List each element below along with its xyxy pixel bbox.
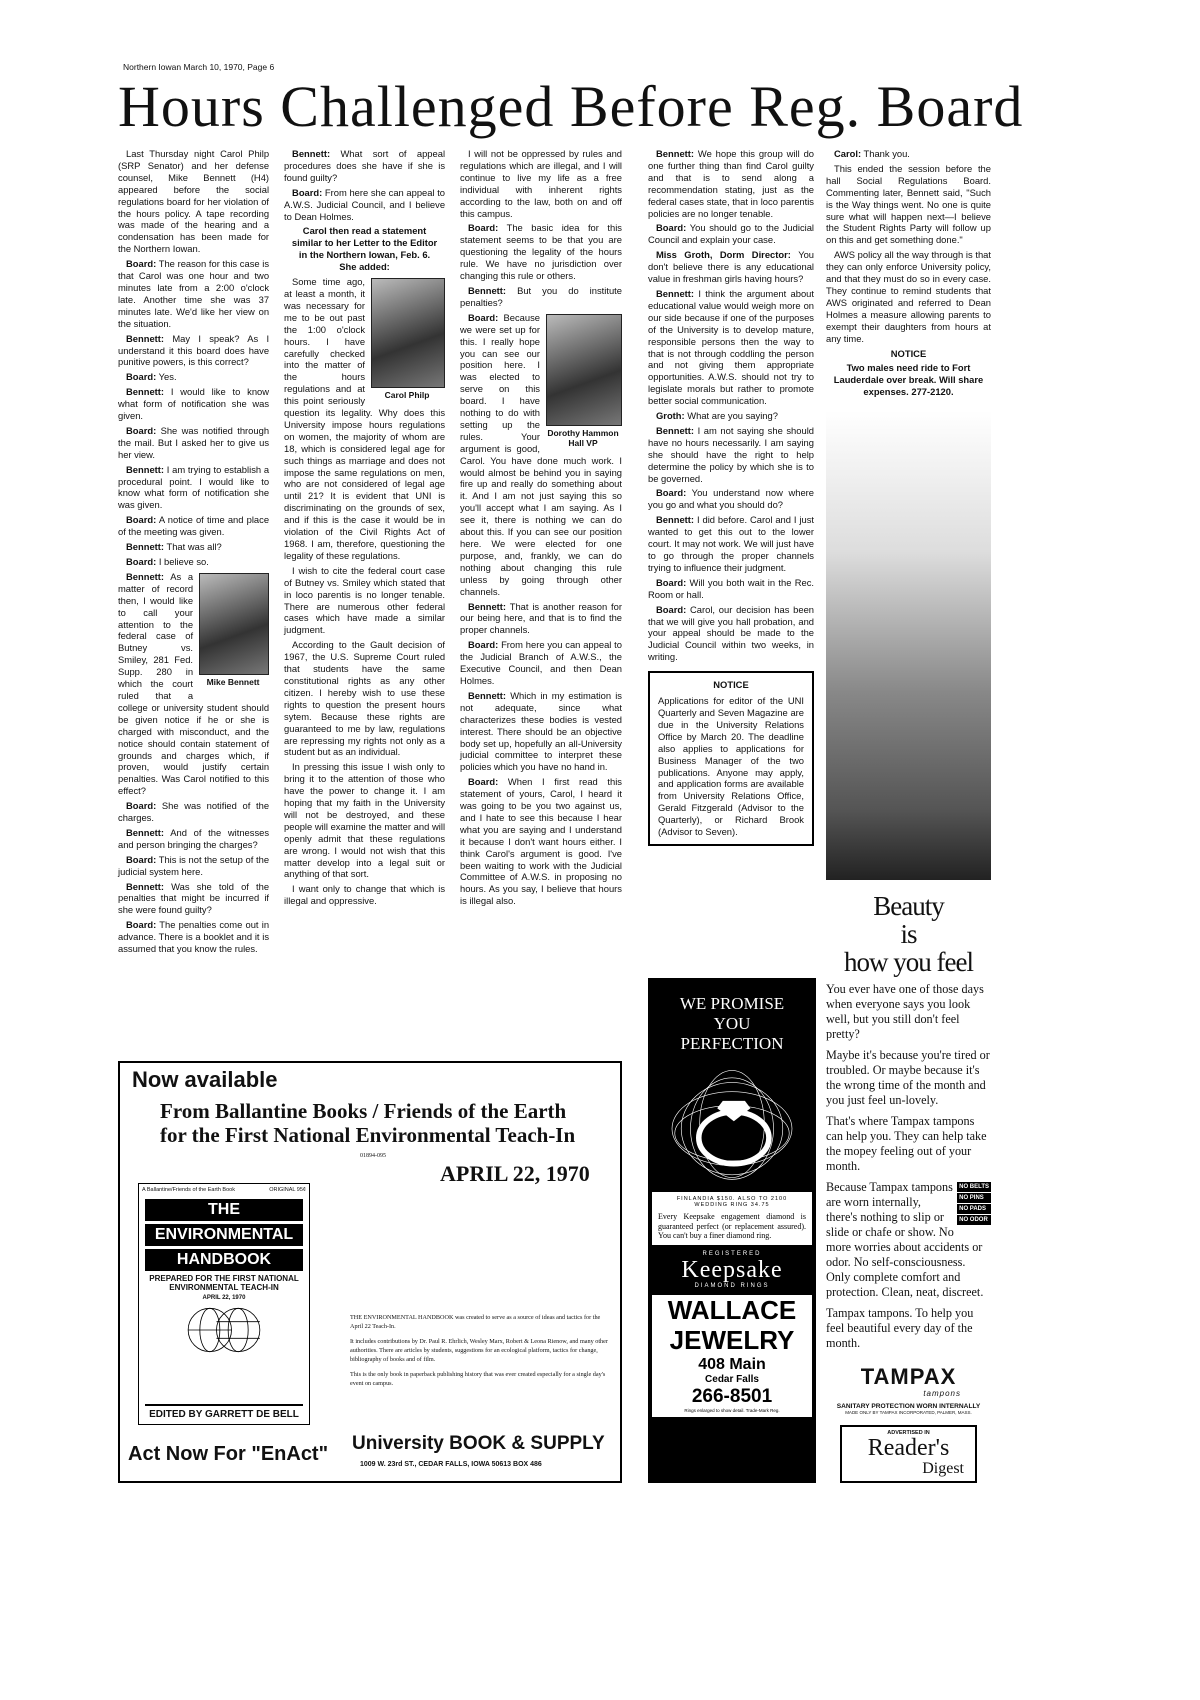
paragraph-text: The reason for this case is that Carol was one hour and two minutes late from a 2:00 o'clock late. Another time she was 37 minutes late. We'd like her view on the situation. xyxy=(118,258,270,329)
article-paragraph xyxy=(118,371,269,383)
book-code: 01894-095 xyxy=(360,1153,386,1159)
article-paragraph xyxy=(648,222,814,246)
paragraph-text: This ended the session before the hall Social Regulations Board. Commenting later, Bennett said, "Such is the Way things went. No one is quite sure what will happen next—I believe the Student Rights Party will follow up on this and get something done." xyxy=(826,162,991,246)
logo-text: TAMPAX xyxy=(860,1364,957,1389)
speaker: Bennett: xyxy=(656,424,695,436)
article-paragraph: Carol then read a statement similar to her Letter to the Editor in the Northern Iowan, Feb. 6. She added: xyxy=(291,225,438,273)
paragraph-text: When I first read this statement of yours, Carol, I heard it was going to be you two against us, and I hate to see this because I hear what you are saying and I understand it because I don't want hours either. I think Carol's argument is good. I've been waiting to work with the Judicial Committee of A.W.S. in proposing no hours. As you say, I believe that hours is illegal also. xyxy=(460,776,622,907)
article-columns xyxy=(118,148,622,958)
article-paragraph xyxy=(284,187,445,223)
notice-title: NOTICE xyxy=(713,679,749,691)
article-paragraph xyxy=(118,919,269,955)
paragraph-text: What sort of appeal procedures does she have if she is found guilty? xyxy=(284,148,446,183)
ad-closing: Tampax tampons. To help you feel beautiful every day of the month. xyxy=(826,1306,974,1350)
advertised-in: ADVERTISED IN xyxy=(887,1430,930,1436)
notice-box xyxy=(648,671,814,846)
wallace-jewelry-block xyxy=(652,1295,812,1417)
ad-now-available: Now available xyxy=(132,1067,278,1092)
article-column-4 xyxy=(648,148,814,846)
paragraph-text: And of the witnesses and person bringing the charges? xyxy=(118,826,270,850)
article-paragraph xyxy=(118,514,269,538)
paragraph-text: I am trying to establish a procedural point. I would like to know what form of notification she was given. xyxy=(118,463,270,511)
desc-paragraph: THE ENVIRONMENTAL HANDBOOK was created to serve as a source of ideas and tactics for the April 22 Teach-In. xyxy=(350,1314,601,1330)
ad-paragraph: You ever have one of those days when everyone says you look well, but you still don't feel pretty? xyxy=(826,982,984,1041)
portrait-image xyxy=(199,573,269,675)
article-paragraph xyxy=(648,577,814,601)
photo-caption: Carol Philp xyxy=(384,390,430,401)
speaker: Bennett: xyxy=(126,386,165,398)
article-paragraph xyxy=(284,761,445,880)
paragraph-text: From here you can appeal to the Judicial Branch of A.W.S., the Executive Council, and then Dean Holmes. xyxy=(460,639,622,686)
paragraph-text: Thank you. xyxy=(863,148,910,159)
paragraph-text: As a matter of record then, I would like to call your attention to the federal case of Butney vs. Smiley, 281 Fed. Supp. 280 in which the court ruled that a college or university student should be given notice if he or she is charged with misconduct, and the notice should contain statement of grounds and charges which, if proven, would justify certain penalties. Was Carol notified to this effect? xyxy=(118,570,270,797)
paragraph-text: Last Thursday night Carol Philp (SRP Senator) and her defense counsel, Mike Bennett (H4) appeared before the social regulations board for her violation of the hours policy. A tape recording was made of the hearing and a condensation has been made for the Northern Iowan. xyxy=(118,148,270,255)
speaker: Bennett: xyxy=(126,332,165,344)
article-paragraph xyxy=(648,249,814,285)
article-paragraph xyxy=(118,800,269,824)
cover-subtitle: PREPARED FOR THE FIRST NATIONAL ENVIRONMENTAL TEACH-IN xyxy=(149,1274,299,1292)
article-paragraph xyxy=(284,148,445,184)
article-paragraph: Two males need ride to Fort Lauderdale over break. Will share expenses. 277-2120. xyxy=(833,362,984,398)
speaker: Bennett: xyxy=(292,148,331,159)
paragraph-text: She was notified of the charges. xyxy=(118,800,270,824)
column-4-area xyxy=(648,148,816,1483)
paragraph-text: Carol, our decision has been that we will give you hall probation, and your appeal should be made to the Judicial Council within two weeks, in writing. xyxy=(648,603,815,663)
photo-caption: Dorothy Hammon Hall VP xyxy=(547,427,619,448)
article-paragraph xyxy=(460,776,622,907)
ad-paragraph: Maybe it's because you're tired or troubled. Or maybe because it's the wrong time of the month and you just feel un-lovely. xyxy=(826,1048,990,1107)
speaker: Board: xyxy=(468,311,499,323)
badge: NO ODOR xyxy=(957,1215,991,1225)
article-paragraph xyxy=(648,487,814,511)
paragraph-text: That was all? xyxy=(166,541,222,553)
page-headline: Hours Challenged Before Reg. Board xyxy=(118,74,1024,139)
article-paragraph xyxy=(284,565,445,636)
speaker: Board: xyxy=(292,186,323,198)
tagline: SANITARY PROTECTION WORN INTERNALLY xyxy=(836,1403,981,1410)
badges xyxy=(957,1182,991,1226)
paragraph-text: I did before. Carol and I just wanted to get this out to the lower court. It may not work. We will just have to go through the proper channels trying to influence their judgment. xyxy=(648,514,814,573)
paragraph-text: That is another reason for our being here, and that is to find the proper channels. xyxy=(460,600,622,636)
paragraph-text: The penalties come out in advance. There is a booklet and it is assumed that you know the rules. xyxy=(118,919,270,955)
cover-title-2: ENVIRONMENTAL xyxy=(145,1224,303,1246)
article-paragraph xyxy=(826,249,991,344)
badge: NO PINS xyxy=(957,1193,991,1203)
photo xyxy=(371,278,445,400)
logo-sub: tampons xyxy=(923,1389,961,1398)
ad-from-line-2: for the First National Environmental Teach-In xyxy=(160,1123,576,1147)
speaker: Bennett: xyxy=(126,541,165,553)
keepsake-copy xyxy=(652,1192,812,1245)
keepsake-body: Every Keepsake engagement diamond is guaranteed perfect (or replacement assured). You can't buy a finer diamond ring. xyxy=(658,1212,806,1240)
paragraph-text: May I speak? As I understand it this board does have punitive powers, is this correct? xyxy=(118,332,270,368)
diamond-ring-icon xyxy=(662,1064,802,1184)
environmental-handbook-ad xyxy=(118,1061,622,1483)
paragraph-text: Was she told of the penalties that might be incurred if she were found guilty? xyxy=(118,880,270,916)
cover-title-1: THE xyxy=(145,1199,303,1221)
price-line: WEDDING RING 34.75 xyxy=(694,1202,770,1208)
store-city: Cedar Falls xyxy=(705,1373,759,1385)
paragraph-text: Because we were set up for this. I really hope you can see our position here. I was elected to serve on this board. I have nothing to do with setting up the rules. Your argument is good, Carol. You have done much work. I would almost be behind you in saying fire up and really do something about it. And I am not just saying this so you'll accept what I am saying. As I see it, there is nothing we can do about this. If you can see our position here. We were elected for one purpose, and, frankly, we can do nothing about changing this rule unless by going through other channels. xyxy=(460,311,622,597)
globe-circles-icon xyxy=(179,1305,269,1355)
article-paragraph xyxy=(460,148,622,219)
speaker: Board: xyxy=(126,853,157,865)
speaker: Board: xyxy=(126,919,157,931)
article-paragraph xyxy=(118,258,269,329)
article-paragraph xyxy=(826,148,991,160)
article-paragraph xyxy=(460,690,622,773)
article-paragraph xyxy=(460,285,622,309)
paragraph-text: You should go to the Judicial Council and explain your case. xyxy=(648,222,815,246)
cover-price: ORIGINAL 95¢ xyxy=(269,1187,306,1193)
woman-photo xyxy=(826,411,991,880)
paragraph-text: Some time ago, at least a month, it was necessary for me to be out past the 1:00 o'clock hours. I have carefully checked into the matter of the hours regulations and at this point seriously question its legality. Why does this University impose hours regulations on women, the majority of whom are 18, which is considered legal age for such things as marriage and does not impose the same regulations on men, who are not considered of legal age until 21? It is evident that UNI is discriminating on the grounds of sex, and if this is the case it would be in violation of the Civil Rights Act of 1968. I am, therefore, questioning the legality of these regulations. xyxy=(284,276,446,561)
headline-line: WE PROMISE xyxy=(679,994,785,1013)
article-paragraph xyxy=(460,222,622,282)
desc-paragraph: This is the only book in paperback publishing history that was ever created especially for a single day's event on campus. xyxy=(350,1371,606,1387)
ad-paragraph-with-badges xyxy=(826,1180,991,1300)
paragraph-text: I want only to change that which is illegal and oppressive. xyxy=(284,883,446,907)
headline-line: YOU xyxy=(713,1014,751,1033)
headline-line: PERFECTION xyxy=(680,1034,784,1053)
ad-paragraph-text: Because Tampax tampons are worn internally, there's nothing to slip or slide or chafe or show. No more worries about accidents or odor. No self-consciousness. Only complete comfort and protection. Clean, neat, discreet. xyxy=(826,1180,984,1299)
article-paragraph xyxy=(648,514,814,574)
paragraph-text: AWS policy all the way through is that they can only enforce University policy, and that they must do so in every case. They continue to remind students that AWS originated and referred to Dean Holmes a measure allowing parents to exempt their daughters from hours at any time. xyxy=(826,249,991,344)
headline-line: is xyxy=(900,919,917,949)
teach-in-date: APRIL 22, 1970 xyxy=(440,1161,590,1186)
article-paragraph xyxy=(118,464,269,512)
magazine-name-2: Digest xyxy=(922,1460,964,1477)
speaker: Board: xyxy=(126,258,157,270)
photo xyxy=(199,573,269,687)
speaker: Miss Groth, Dorm Director: xyxy=(656,249,791,261)
magazine-name: Reader's xyxy=(867,1435,950,1461)
paragraph-text: According to the Gault decision of 1967, the U.S. Supreme Court ruled that students have the same constitutional rights as any other citizen. I hereby wish to use these rights to question the present hours sytem. Because these rights are guaranteed to me by law, regulations are repressing my rights not only as a student but as an individual. xyxy=(284,639,446,758)
paragraph-text: I am not saying she should have no hours necessarily. I am saying she should have the right to help determine the policy by which she is to be governed. xyxy=(648,424,814,484)
article-paragraph: NOTICE xyxy=(890,347,927,359)
column-5-area xyxy=(826,148,991,1483)
article-paragraph xyxy=(648,148,814,219)
speaker: Board: xyxy=(126,424,157,436)
article-paragraph xyxy=(118,148,269,255)
ad-publisher-line xyxy=(160,1099,575,1147)
book-cover xyxy=(138,1183,310,1425)
store-address: 1009 W. 23rd ST., CEDAR FALLS, IOWA 50613 BOX 486 xyxy=(360,1461,542,1468)
paragraph-text: What are you saying? xyxy=(687,410,778,422)
paragraph-text: In pressing this issue I wish only to bring it to the attention of those who have the power to change it. I am hoping that my faith in the University will not be destroyed, and these people will examine the matter and will openly admit that these regulations are wrong. I would not wish that this matter develop into a legal suit or anything of that sort. xyxy=(284,761,446,880)
keepsake-logo: Keepsake xyxy=(681,1256,783,1283)
paragraph-text: I think the argument about educational value would weigh more on our side because if one of the purposes of the University is to develop mature, responsible persons then the way to that is not through coddling the person and not giving them appropriate opportunities. A.W.S. should not try to legislate morals but rather to promote better social communication. xyxy=(648,287,814,407)
speaker: Bennett: xyxy=(126,463,165,475)
store-name: WALLACE xyxy=(667,1294,797,1325)
fine-print: Rings enlarged to show detail. Trade-Mark Reg. xyxy=(684,1407,780,1413)
speaker: Board: xyxy=(126,371,157,383)
paragraph-text: The basic idea for this statement seems to be that you are questioning the legality of the hours rule. We have no jurisdiction over changing this rule or others. xyxy=(460,222,622,282)
article-paragraph xyxy=(118,333,269,369)
speaker: Bennett: xyxy=(126,570,165,582)
diamond-rings-label: DIAMOND RINGS xyxy=(694,1282,770,1289)
article-paragraph xyxy=(648,410,814,422)
portrait-image xyxy=(546,314,622,426)
speaker: Bennett: xyxy=(126,880,165,892)
registered-label: REGISTERED xyxy=(702,1250,762,1257)
speaker: Board: xyxy=(656,576,687,588)
speaker: Bennett: xyxy=(656,148,695,159)
left-area xyxy=(118,148,622,1483)
article-paragraph xyxy=(460,639,622,687)
article-paragraph xyxy=(648,425,814,485)
speaker: Board: xyxy=(126,556,157,567)
article-paragraph xyxy=(648,288,814,407)
cover-date: APRIL 22, 1970 xyxy=(202,1295,246,1301)
article-paragraph xyxy=(118,881,269,917)
article-paragraph xyxy=(284,639,445,758)
article-paragraph xyxy=(118,556,269,568)
photo xyxy=(546,314,622,448)
article-paragraph xyxy=(648,604,814,664)
act-now-slogan: Act Now For "EnAct" xyxy=(128,1443,329,1465)
speaker: Board: xyxy=(126,800,157,812)
speaker: Bennett: xyxy=(468,689,507,701)
speaker: Board: xyxy=(468,639,499,651)
price-line: FINLANDIA $150. ALSO TO 2100 xyxy=(676,1196,788,1202)
store-street: 408 Main xyxy=(698,1355,766,1373)
tampax-logo xyxy=(826,1365,991,1399)
readers-digest-badge xyxy=(840,1425,977,1483)
paragraph-text: We hope this group will do one further thing than find Carol guilty and that is to send along a recommendation stating, just as the federal cases state, that in loco parentis policies are no longer tenable. xyxy=(648,148,814,219)
keepsake-ad xyxy=(648,978,816,1483)
speaker: Bennett: xyxy=(468,600,507,612)
speaker: Board: xyxy=(656,222,687,234)
speaker: Bennett: xyxy=(656,514,695,526)
headline-line: Beauty xyxy=(873,891,944,921)
headline-line: how you feel xyxy=(844,947,973,977)
speaker: Board: xyxy=(468,776,499,788)
paragraph-text: I will not be oppressed by rules and regulations which are illegal, and I will continue to live my life as a free individual with inherent rights according to the law, both on and off this campus. xyxy=(460,148,622,219)
university-book-supply-logo: University BOOK & SUPPLY xyxy=(352,1433,605,1454)
article-paragraph xyxy=(284,883,445,907)
speaker: Board: xyxy=(468,222,499,234)
paragraph-text: She was notified through the mail. But I asked her to give us her view. xyxy=(118,424,270,460)
paragraph-text: A notice of time and place of the meeting was given. xyxy=(118,514,270,538)
badge: NO PADS xyxy=(957,1204,991,1214)
paragraph-text: You understand now where you go and what you should do? xyxy=(648,487,814,511)
cover-editor: EDITED BY GARRETT DE BELL xyxy=(145,1404,303,1420)
dateline: Northern Iowan March 10, 1970, Page 6 xyxy=(123,62,275,72)
speaker: Bennett: xyxy=(468,284,507,296)
desc-paragraph: It includes contributions by Dr. Paul R. Ehrlich, Wesley Marx, Robert & Leona Rienow, and many other authorities. There are articles by students, suggestions for an ecological platform, tactics for change, bibliography of books and of film. xyxy=(350,1338,608,1363)
paragraph-text: I wish to cite the federal court case of Butney vs. Smiley which stated that in loco parentis is no longer tenable. There are numerous other federal cases which have made a similar judgment. xyxy=(284,564,446,636)
paragraph-text: Which in my estimation is not adequate, since what characterizes these bodies is vested interest. There should be an objective body set up, hopefully an all-University judicial committee to interpret these policies which you have no hand in. xyxy=(460,689,622,773)
article-paragraph xyxy=(118,854,269,878)
promise-headline xyxy=(648,978,816,1054)
article-paragraph xyxy=(826,163,991,246)
beauty-headline xyxy=(826,892,991,976)
speaker: Board: xyxy=(656,487,687,499)
paragraph-text: This is not the setup of the judicial system here. xyxy=(118,853,270,877)
cover-publisher: A Ballantine/Friends of the Earth Book xyxy=(142,1187,235,1193)
paragraph-text: Yes. xyxy=(158,371,177,383)
paragraph-text: From here she can appeal to A.W.S. Judicial Council, and I believe to Dean Holmes. xyxy=(284,186,446,222)
article-column-3 xyxy=(460,148,622,910)
speaker: Board: xyxy=(126,514,157,526)
paragraph-text: Will you both wait in the Rec. Room or hall. xyxy=(648,576,814,600)
article-paragraph xyxy=(118,386,269,422)
photo-caption: Mike Bennett xyxy=(206,676,260,687)
maker: MADE ONLY BY TAMPAX INCORPORATED, PALMER, MASS. xyxy=(845,1410,972,1415)
ad-from-line-1: From Ballantine Books / Friends of the Earth xyxy=(160,1099,567,1123)
paragraph-text: You don't believe there is any educational value in freshman girls having hours? xyxy=(648,249,815,285)
badge: NO BELTS xyxy=(959,1184,989,1190)
article-column-2 xyxy=(284,148,445,910)
speaker: Bennett: xyxy=(656,287,695,299)
speaker: Board: xyxy=(656,603,687,615)
store-phone: 266-8501 xyxy=(691,1385,773,1407)
article-paragraph xyxy=(460,601,622,637)
speaker: Groth: xyxy=(656,410,685,422)
article-paragraph xyxy=(118,541,269,553)
paragraph-text: But you do institute penalties? xyxy=(460,284,622,308)
ad-paragraph: That's where Tampax tampons can help you. They can help take the mopey feeling out of your month. xyxy=(826,1114,987,1173)
store-name: JEWELRY xyxy=(669,1324,795,1355)
article-column-5 xyxy=(826,148,991,401)
speaker: Carol: xyxy=(834,148,862,159)
tampax-ad xyxy=(826,892,991,1483)
paragraph-text: I would like to know what form of notification she was given. xyxy=(118,386,270,422)
portrait-image xyxy=(371,278,445,388)
paragraph-text: I believe so. xyxy=(158,556,209,567)
speaker: Bennett: xyxy=(126,826,165,838)
article-paragraph xyxy=(118,425,269,461)
article-column-1 xyxy=(118,148,269,958)
cover-title-3: HANDBOOK xyxy=(145,1249,303,1271)
article-paragraph xyxy=(118,827,269,851)
notice-text: Applications for editor of the UNI Quarterly and Seven Magazine are due in the University Relations Office by March 20. The deadline also applies to applications for Business Manager of the two publications. Anyone may apply, and application forms are available from University Relations Office, Gerald Fitzgerald (Advisor to the Quarterly), or Richard Brook (Advisor to Seven). xyxy=(658,695,804,838)
book-description xyxy=(350,1313,610,1394)
